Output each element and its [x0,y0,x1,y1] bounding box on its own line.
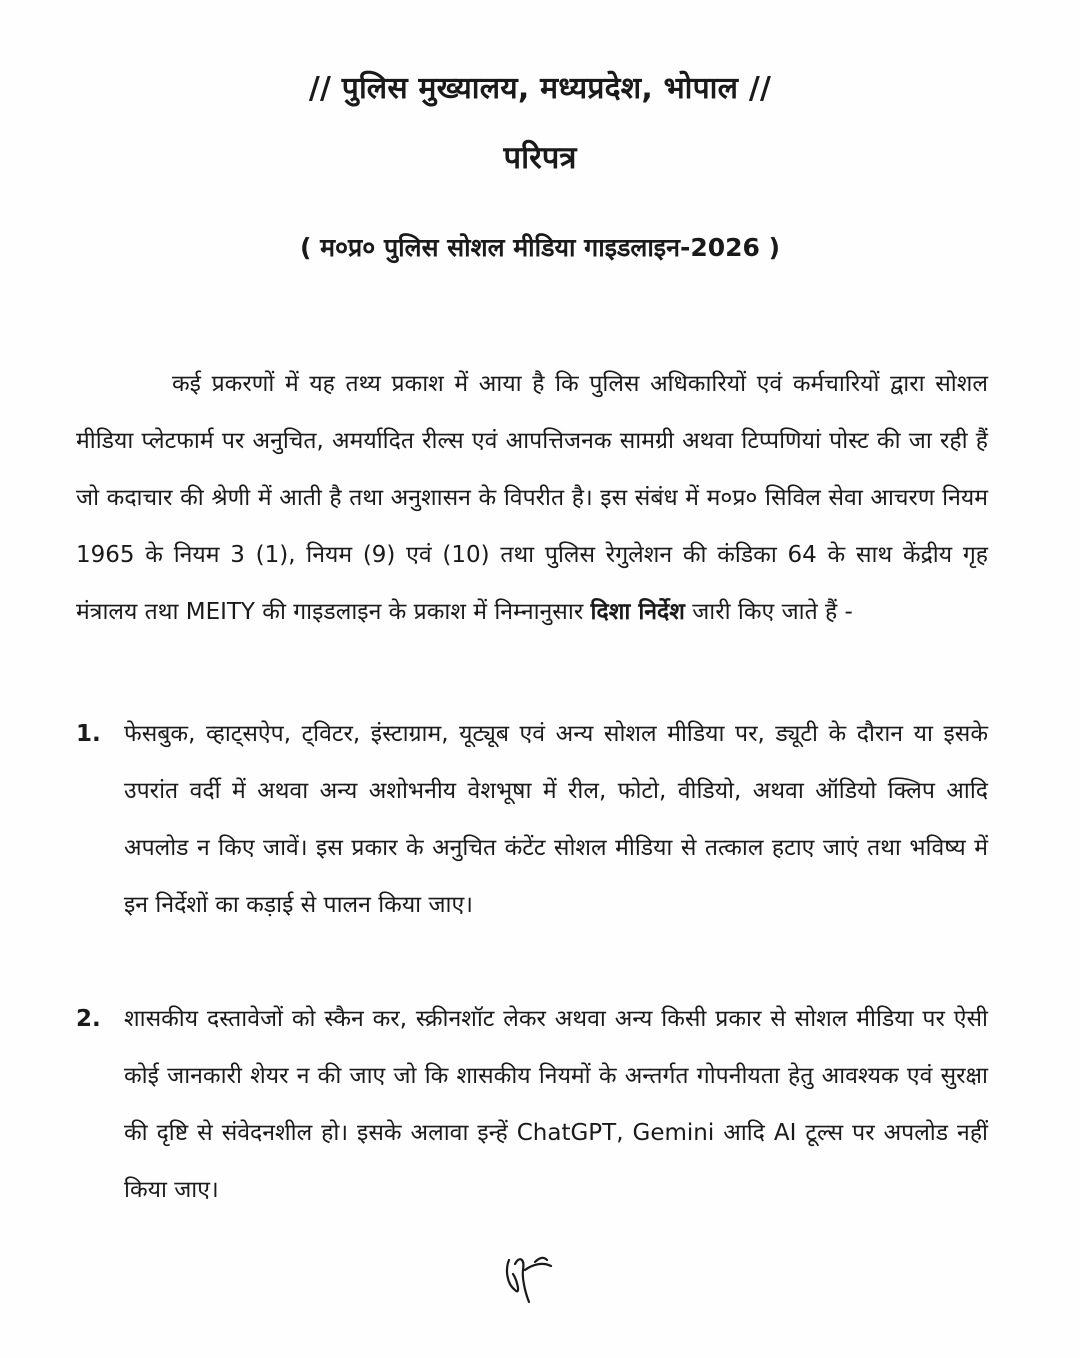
point-text: शासकीय दस्तावेजों को स्कैन कर, स्क्रीनशॉट लेकर अथवा अन्य किसी प्रकार से सोशल मीडिया पर ऐसी कोई जानकारी शेयर न की जाए जो कि शासकीय नियमों के अन्तर्गत गोपनीयता हेतु आवश्यक एवं सुरक्षा की दृष्टि से संवेदनशील हो। इसके अलावा इन्हें ChatGPT, Gemini आदि AI टूल्स पर अपलोड नहीं किया जाए। [124,1006,988,1203]
point-number: 2. [76,1006,101,1032]
document-subtitle: ( म०प्र० पुलिस सोशल मीडिया गाइडलाइन-2026 ) [299,233,781,262]
guideline-point [76,706,988,934]
document-type-heading: परिपत्र [503,140,577,176]
guideline-point [76,991,988,1219]
point-number: 1. [76,721,101,747]
signature-mark [495,1240,565,1310]
intro-bold-text: दिशा निर्देश [590,599,685,625]
intro-paragraph [76,356,988,641]
office-heading: // पुलिस मुख्यालय, मध्यप्रदेश, भोपाल // [308,71,772,106]
intro-text-end: जारी किए जाते हैं - [692,599,853,625]
intro-text: कई प्रकरणों में यह तथ्य प्रकाश में आया है कि पुलिस अधिकारियों एवं कर्मचारियों द्वारा सोशल मीडिया प्लेटफार्म पर अनुचित, अमर्यादित रील्स एवं आपत्तिजनक सामग्री अथवा टिप्पणियां पोस्ट की जा रही हैं जो कदाचार की श्रेणी में आती है तथा अनुशासन के विपरीत है। इस संबंध में म०प्र० सिविल सेवा आचरण नियम 1965 के नियम 3 (1), नियम (9) एवं (10) तथा पुलिस रेगुलेशन की कंडिका 64 के साथ केंद्रीय गृह मंत्रालय तथा MEITY की गाइडलाइन के प्रकाश में निम्नानुसार [76,371,988,625]
point-text: फेसबुक, व्हाट्सऐप, ट्विटर, इंस्टाग्राम, यूट्यूब एवं अन्य सोशल मीडिया पर, ड्यूटी के दौरान या इसके उपरांत वर्दी में अथवा अन्य अशोभनीय वेशभूषा में रील, फोटो, वीडियो, अथवा ऑडियो क्लिप आदि अपलोड न किए जावें। इस प्रकार के अनुचित कंटेंट सोशल मीडिया से तत्काल हटाए जाएं तथा भविष्य में इन निर्देशों का कड़ाई से पालन किया जाए। [124,721,988,918]
